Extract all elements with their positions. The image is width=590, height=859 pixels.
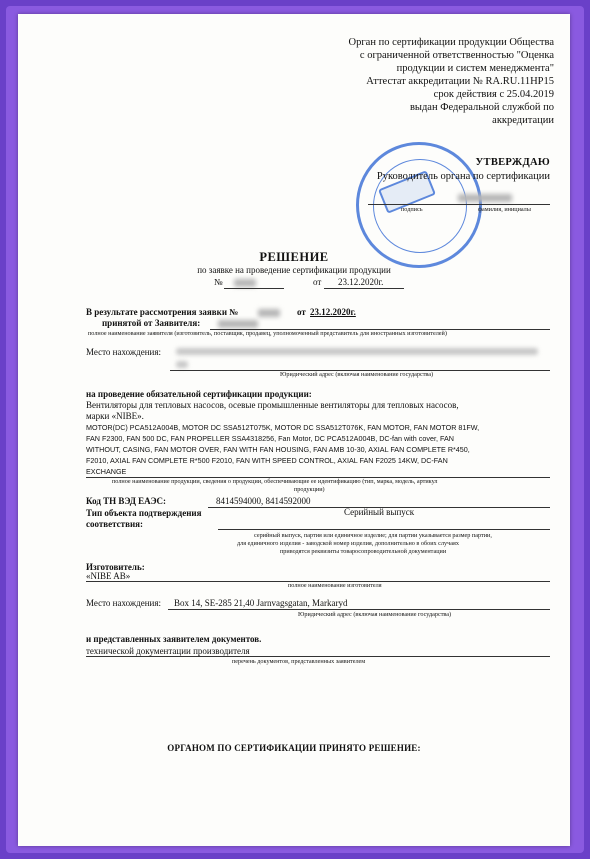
product-caption-1: полное наименование продукции, сведения о продукции, обеспечивающие ее идентификацию (тип, марка, модель, артикул <box>112 478 438 485</box>
object-type-caption-3: приводятся реквизиты товаросопроводительной документации <box>280 548 447 555</box>
approve-role: Руководитель органа по сертификации <box>376 171 550 182</box>
application-date: 23.12.2020г. <box>310 307 356 317</box>
applicant-label: принятой от Заявителя: <box>102 318 201 328</box>
applicant-address-caption: Юридический адрес (включая наименование государства) <box>280 371 434 378</box>
org-line-1: Орган по сертификации продукции Общества <box>348 37 554 48</box>
applicant-caption: полное наименование заявителя (изготовитель, поставщик, продавец, уполномоченный представитель для иностранных изготовителей) <box>88 330 447 337</box>
product-line-1: Вентиляторы для тепловых насосов, осевые промышленные вентиляторы для тепловых насосов, <box>86 400 459 410</box>
decision-footer: ОРГАНОМ ПО СЕРТИФИКАЦИИ ПРИНЯТО РЕШЕНИЕ: <box>167 743 421 753</box>
product-line-2: марки «NIBE». <box>86 411 144 421</box>
applicant-address-redacted <box>176 348 538 355</box>
object-type-value: Серийный выпуск <box>344 507 415 517</box>
product-line-5: WITHOUT, CASING, FAN MOTOR OVER, FAN WITH FAN HOUSING, FAN AMB 10-30, AXIAL FAN COMPLETE R*450, <box>86 445 470 454</box>
object-type-label-2: соответствия: <box>86 519 144 529</box>
org-line-3: продукции и систем менеджмента" <box>396 63 554 74</box>
applicant-name-redacted <box>218 320 258 328</box>
document-page <box>18 14 570 846</box>
sign-caption: подпись <box>401 206 423 213</box>
application-from: от <box>297 307 306 317</box>
manufacturer-name-caption: полное наименование изготовителя <box>288 582 382 589</box>
product-line-7: EXCHANGE <box>86 467 127 476</box>
application-line-1: В результате рассмотрения заявки № <box>86 307 239 317</box>
application-number-redacted <box>258 309 280 317</box>
tnved-label: Код ТН ВЭД ЕАЭС: <box>86 496 167 506</box>
manufacturer-address-label: Место нахождения: <box>86 598 161 608</box>
object-type-label-1: Тип объекта подтверждения <box>86 508 202 518</box>
product-caption-2: продукции) <box>294 486 325 493</box>
decision-date: 23.12.2020г. <box>338 277 384 287</box>
decision-number-redacted <box>234 279 256 287</box>
manufacturer-address: Box 14, SE-285 21,40 Jarnvagsgatan, Markaryd <box>174 598 348 608</box>
org-line-4: Аттестат аккредитации № RA.RU.11НР15 <box>366 76 554 87</box>
decision-subtitle: по заявке на проведение сертификации продукции <box>197 265 391 275</box>
signer-name-redacted <box>458 194 512 202</box>
decision-from-label: от <box>313 277 322 287</box>
org-line-2: с ограниченной ответственностью "Оценка <box>359 50 554 61</box>
org-line-7: аккредитации <box>492 115 554 126</box>
object-type-caption-2: для единичного изделия - заводской номер изделия, дополнительно в обоих случаях <box>237 540 459 547</box>
name-caption: фамилия, инициалы <box>478 206 531 213</box>
product-line-4: FAN F2300, FAN 500 DC, FAN PROPELLER SSA4318256, Fan Motor, DC PCA512A004B, DC-fan with cover, FAN <box>86 434 454 443</box>
product-heading: на проведение обязательной сертификации продукции: <box>86 389 312 399</box>
org-line-5: срок действия с 25.04.2019 <box>433 89 554 100</box>
product-line-3: MOTOR(DC) PCA512A004B, MOTOR DC SSA512T075K, MOTOR DC SSA512T076K, FAN MOTOR, FAN MOTOR 81FW, <box>86 423 480 432</box>
documents-caption: перечень документов, представленных заявителем <box>232 658 366 665</box>
decision-no-label: № <box>214 277 223 287</box>
applicant-address-redacted-2 <box>176 361 188 368</box>
manufacturer-name: «NIBE AB» <box>86 571 131 581</box>
manufacturer-address-caption: Юридический адрес (включая наименование государства) <box>298 611 452 618</box>
approve-title: УТВЕРЖДАЮ <box>475 157 550 168</box>
documents-heading: и представленных заявителем документов. <box>86 634 262 644</box>
applicant-address-label: Место нахождения: <box>86 347 161 357</box>
tnved-value: 8414594000, 8414592000 <box>216 496 311 506</box>
decision-title: РЕШЕНИЕ <box>259 250 329 264</box>
org-line-6: выдан Федеральной службой по <box>409 102 554 113</box>
documents-value: технической документации производителя <box>86 646 250 656</box>
manufacturer-label: Изготовитель: <box>86 562 145 572</box>
object-type-caption-1: серийный выпуск, партия или единичное изделие; для партии указывается размер партии, <box>254 532 492 539</box>
product-line-6: F2010, AXIAL FAN COMPLETE R*500 F2010, FAN WITH SPEED CONTROL, AXIAL FAN F2025 14KW, DC-FAN <box>86 456 448 465</box>
